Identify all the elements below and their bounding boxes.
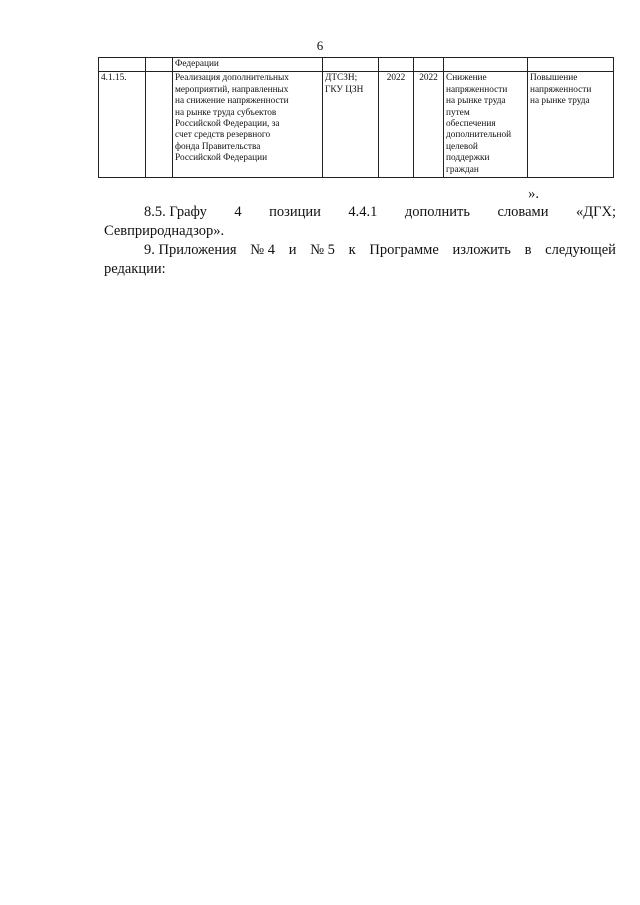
result-line: граждан	[446, 164, 479, 175]
paragraph-line	[104, 203, 616, 222]
result-line: напряженности	[446, 84, 508, 95]
cell-executor	[323, 72, 379, 178]
description-line: мероприятий, направленных	[175, 84, 289, 95]
result-line: на рынке труда	[446, 96, 506, 107]
closing-quote: ».	[528, 186, 539, 202]
cell-empty	[99, 58, 146, 72]
description-line: Российской Федерации, за	[175, 119, 280, 130]
cell-empty	[414, 58, 444, 72]
result-line: Снижение	[446, 73, 487, 84]
table-row-continuation	[99, 58, 614, 72]
word: «ДГХ;	[575, 204, 616, 220]
word: 4	[234, 204, 242, 220]
word: словами	[497, 204, 549, 220]
word: № 4	[250, 242, 275, 258]
executor-line: ГКУ ЦЗН	[325, 84, 364, 95]
description-line: счет средств резервного	[175, 130, 271, 141]
cell-empty	[528, 58, 614, 72]
indicator-line: Повышение	[530, 73, 578, 84]
description-line: на рынке труда субъектов	[175, 107, 277, 118]
paragraph-8-5	[104, 203, 616, 241]
word: и	[288, 242, 297, 258]
result-line: целевой	[446, 141, 478, 152]
word: редакции:	[104, 261, 166, 277]
word: 9. Приложения	[144, 242, 237, 258]
paragraph-line	[104, 260, 616, 279]
cell-empty	[146, 58, 173, 72]
word: следующей	[545, 242, 616, 258]
cell-empty	[444, 58, 528, 72]
word: № 5	[310, 242, 335, 258]
cell-empty	[323, 58, 379, 72]
cell-item-number: 4.1.15.	[99, 72, 146, 178]
word: изложить	[452, 242, 511, 258]
word: дополнить	[404, 204, 471, 220]
paragraph-9	[104, 241, 616, 279]
word: в	[524, 242, 532, 258]
result-line: обеспечения	[446, 119, 496, 130]
word: позиции	[269, 204, 321, 220]
cell-year-start: 2022	[379, 72, 414, 178]
word: Программе	[369, 242, 439, 258]
result-line: поддержки	[446, 153, 490, 164]
cell-continuation-text: Федерации	[173, 58, 323, 72]
description-line: Реализация дополнительных	[175, 73, 289, 84]
description-line: на снижение напряженности	[175, 96, 289, 107]
result-line: путем	[446, 107, 470, 118]
executor-line: ДТСЗН;	[325, 73, 358, 84]
cell-empty	[146, 72, 173, 178]
word: к	[348, 242, 356, 258]
cell-description	[173, 72, 323, 178]
page-number: 6	[316, 38, 324, 53]
word: 8.5. Графу	[144, 204, 207, 220]
result-line: дополнительной	[446, 130, 512, 141]
paragraph-line	[104, 241, 616, 260]
description-line: фонда Правительства	[175, 141, 261, 152]
word: 4.4.1	[348, 204, 378, 220]
cell-empty	[379, 58, 414, 72]
program-table	[98, 57, 614, 178]
cell-year-end: 2022	[414, 72, 444, 178]
indicator-line: напряженности	[530, 84, 592, 95]
cell-indicator	[528, 72, 614, 178]
cell-result	[444, 72, 528, 178]
word: Севприроднадзор».	[104, 223, 225, 239]
description-line: Российской Федерации	[175, 153, 268, 164]
indicator-line: на рынке труда	[530, 96, 590, 107]
paragraph-line	[104, 222, 616, 241]
table-row	[99, 72, 614, 178]
